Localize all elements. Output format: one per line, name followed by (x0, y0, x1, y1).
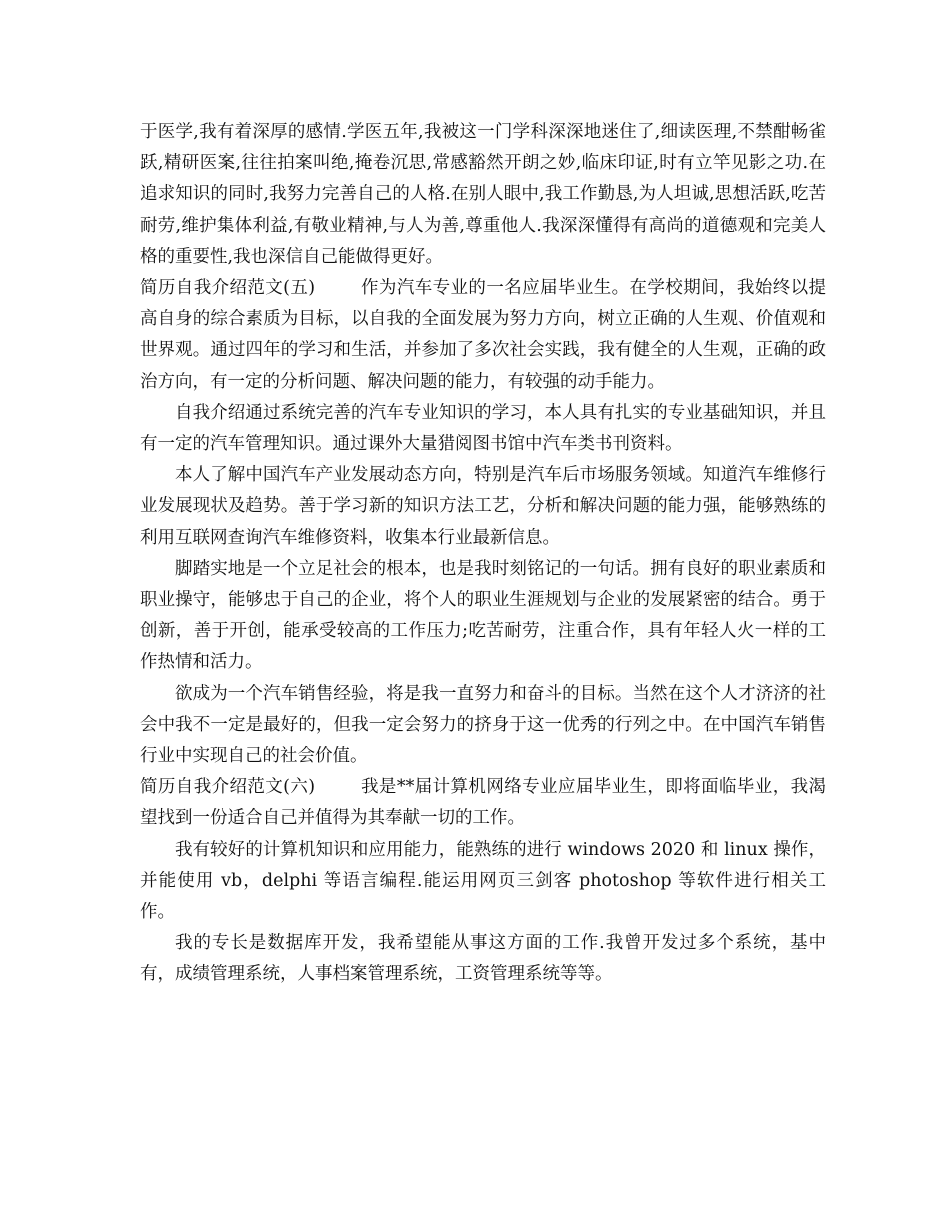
paragraph-9 (140, 928, 826, 990)
paragraph-2 (140, 273, 826, 398)
paragraph-text: 我是**届计算机网络专业应届毕业生，即将面临毕业，我渴望找到一份适合自己并值得为其奉献一切的工作。 (140, 777, 826, 829)
paragraph-7 (140, 772, 826, 834)
section-heading-six: 简历自我介绍范文(六) (140, 777, 316, 798)
paragraph-text: 我有较好的计算机知识和应用能力，能熟练的进行 windows 2020 和 linux 操作，并能使用 vb，delphi 等语言编程.能运用网页三剑客 photoshop 等软件进行相关工作。 (140, 839, 826, 923)
paragraph-text: 自我介绍通过系统完善的汽车专业知识的学习，本人具有扎实的专业基础知识，并且有一定的汽车管理知识。通过课外大量猎阅图书馆中汽车类书刊资料。 (140, 402, 826, 455)
paragraph-text: 于医学,我有着深厚的感情.学医五年,我被这一门学科深深地迷住了,细读医理,不禁酣畅雀跃,精研医案,往往拍案叫绝,掩卷沉思,常感豁然开朗之妙,临床印证,时有立竿见影之功.在追求知识的同时,我努力完善自己的人格.在别人眼中,我工作勤恳,为人坦诚,思想活跃,吃苦耐劳,维护集体利益,有敬业精神,与人为善,尊重他人.我深深懂得有高尚的道德观和完美人格的重要性,我也深信自己能做得更好。 (140, 122, 826, 267)
paragraph-6 (140, 679, 826, 773)
section-heading-five: 简历自我介绍范文(五) (140, 278, 316, 299)
paragraph-text: 本人了解中国汽车产业发展动态方向，特别是汽车后市场服务领域。知道汽车维修行业发展现状及趋势。善于学习新的知识方法工艺，分析和解决问题的能力强，能够熟练的利用互联网查询汽车维修资料，收集本行业最新信息。 (140, 465, 826, 548)
paragraph-5 (140, 554, 826, 679)
paragraph-text: 脚踏实地是一个立足社会的根本，也是我时刻铭记的一句话。拥有良好的职业素质和职业操守，能够忠于自己的企业，将个人的职业生涯规划与企业的发展紧密的结合。勇于创新，善于开创，能承受较高的工作压力;吃苦耐劳，注重合作，具有年轻人火一样的工作热情和活力。 (140, 558, 826, 673)
paragraph-1 (140, 117, 826, 273)
paragraph-4 (140, 460, 826, 554)
paragraph-text: 欲成为一个汽车销售经验，将是我一直努力和奋斗的目标。当然在这个人才济济的社会中我不一定是最好的，但我一定会努力的挤身于这一优秀的行列之中。在中国汽车销售行业中实现自己的社会价值。 (140, 683, 826, 767)
paragraph-8 (140, 835, 826, 929)
paragraph-text: 我的专长是数据库开发，我希望能从事这方面的工作.我曾开发过多个系统，基中有，成绩管理系统，人事档案管理系统，工资管理系统等等。 (140, 933, 826, 985)
paragraph-3 (140, 398, 826, 460)
paragraph-text: 作为汽车专业的一名应届毕业生。在学校期间，我始终以提高自身的综合素质为目标，以自我的全面发展为努力方向，树立正确的人生观、价值观和世界观。通过四年的学习和生活，并参加了多次社会实践，我有健全的人生观，正确的政治方向，有一定的分析问题、解决问题的能力，有较强的动手能力。 (140, 278, 826, 392)
document-body (140, 117, 826, 991)
